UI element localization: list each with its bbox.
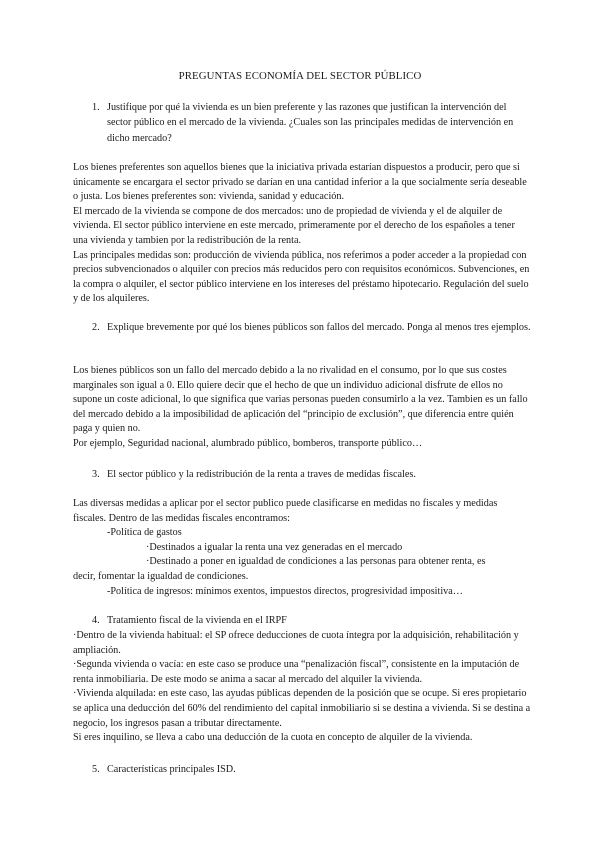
question-5	[92, 762, 532, 777]
question-3	[92, 467, 532, 482]
answer-paragraph: Si eres inquilino, se lleva a cabo una deducción de la cuota en concepto de alquiler de la vivienda.	[73, 732, 473, 744]
question-2	[92, 320, 532, 335]
gastos-item: ·Destinado a poner en igualdad de condiciones a las personas para obtener renta, es	[146, 556, 486, 568]
ingresos-label: -Política de ingresos: mínimos exentos, impuestos directos, progresividad impositiva…	[107, 585, 463, 597]
question-text: El sector público y la redistribución de la renta a traves de medidas fiscales.	[107, 469, 416, 480]
answer-paragraph: Las principales medidas son: producción de vivienda pública, nos referimos a poder acceder a la propiedad con precios subvencionados o alquiler con precios más reducidos pero con requisitos económicos. Subvenciones, en la compra o alquiler, el sector público interviene en los intereses del préstamo hipotecario. Regulación del suelo y de los alquileres.	[73, 249, 530, 305]
question-number: 3.	[92, 469, 100, 480]
question-number: 2.	[92, 322, 100, 333]
answer-paragraph: ·Dentro de la vivienda habitual: el SP ofrece deducciones de cuota íntegra por la adquisición, rehabilitación y ampliación.	[73, 630, 519, 656]
answer-paragraph: Por ejemplo, Seguridad nacional, alumbrado público, bomberos, transporte público…	[73, 437, 423, 449]
question-text: Justifique por qué la vivienda es un bien preferente y las razones que justifican la intervención del sector público en el mercado de la vivienda. ¿Cuales son las principales medidas de intervención en dicho mercado?	[107, 102, 514, 144]
question-text: Explique brevemente por qué los bienes públicos son fallos del mercado. Ponga al menos tres ejemplos.	[107, 322, 531, 333]
document-title: PREGUNTAS ECONOMÍA DEL SECTOR PÚBLICO	[178, 70, 422, 82]
answer-2	[73, 364, 531, 452]
answer-3	[73, 497, 531, 599]
answer-paragraph: Los bienes preferentes son aquellos bienes que la iniciativa privada estarían dispuestos a producir, pero que si únicamente se encargara el sector privado se darían en una cantidad inferior a la que socialmente sería deseable o justa. Los bienes preferentes son: vivienda, sanidad y educación.	[73, 162, 527, 203]
question-number: 5.	[92, 764, 100, 775]
answer-paragraph: El mercado de la vivienda se compone de dos mercados: uno de propiedad de vivienda y el de alquiler de vivienda. El sector público interviene en este mercado, primeramente por el derecho de los españoles a tener una vivienda y tambien por la redistribución de la renta.	[73, 205, 515, 246]
answer-paragraph: ·Segunda vivienda o vacía: en este caso se produce una “penalización fiscal”, consistente en la imputación de renta inmobiliaria. De este modo se anima a sacar al mercado del alquiler la vivienda.	[73, 659, 520, 685]
answer-4	[73, 629, 531, 746]
gastos-label: -Política de gastos	[107, 527, 182, 539]
question-number: 4.	[92, 615, 100, 626]
answer-paragraph: ·Vivienda alquilada: en este caso, las ayudas públicas dependen de la posición que se ocupe. Si eres propietario se aplica una deducción del 60% del rendimiento del capital inmobiliario si se destina a vivienda. Si se destina a negocio, los ingresos pasan a tributar directamente.	[73, 688, 531, 729]
gastos-item-continuation: decir, fomentar la igualdad de condiciones.	[73, 570, 249, 582]
answer-paragraph: Los bienes públicos son un fallo del mercado debido a la no rivalidad en el consumo, por lo que sus costes marginales son igual a 0. Ello quiere decir que el hecho de que un individuo adicional disfrute de ellos no supone un coste adicional, lo que significa que varias personas pueden consumirlo a la vez. Tambien es un fallo del mercado debido a la imposibilidad de aplicación del “principio de exclusión”, que diferencia entre quién paga y quien no.	[73, 365, 528, 435]
question-4	[92, 613, 532, 628]
question-number: 1.	[92, 102, 100, 113]
question-1	[92, 100, 532, 146]
gastos-item: ·Destinados a igualar la renta una vez generadas en el mercado	[146, 541, 403, 553]
question-text: Tratamiento fiscal de la vivienda en el IRPF	[107, 615, 287, 626]
answer-1	[73, 161, 531, 307]
answer-paragraph: Las diversas medidas a aplicar por el sector publico puede clasificarse en medidas no fiscales y medidas fiscales. Dentro de las medidas fiscales encontramos:	[73, 498, 498, 524]
question-text: Características principales ISD.	[107, 764, 236, 775]
